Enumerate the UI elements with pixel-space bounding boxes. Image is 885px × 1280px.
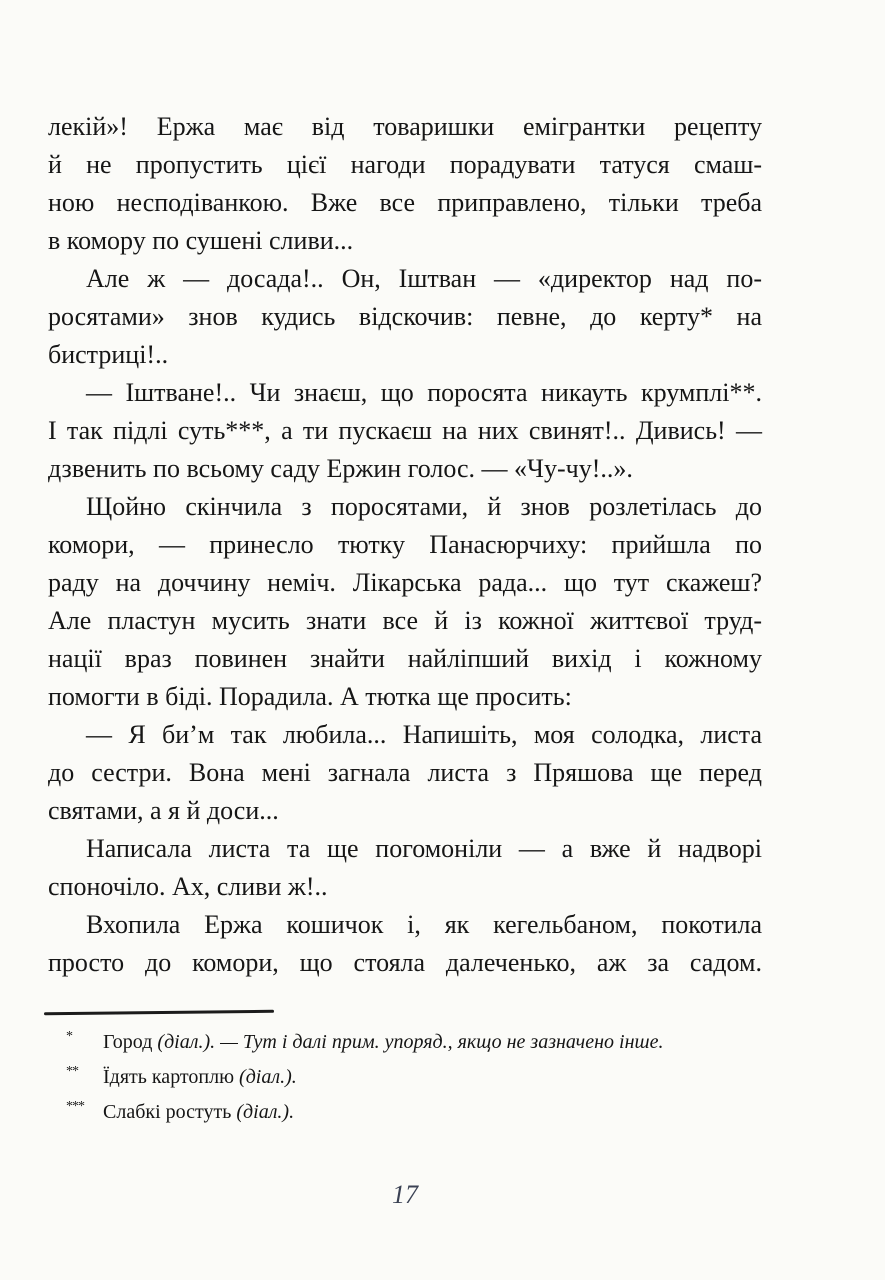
page-number: 17 xyxy=(392,1180,418,1209)
footnotes xyxy=(48,1027,788,1132)
footnote-marker: *** xyxy=(66,1099,84,1114)
body-line: й не пропустить цієї нагоди порадувати татуся смаш- xyxy=(48,150,762,179)
body-line: росятами» знов кудись відскочив: певне, до керту* на xyxy=(48,302,762,331)
body-line: лекій»! Ержа має від товаришки емігрантки рецепту xyxy=(48,112,762,141)
body-text xyxy=(48,108,762,982)
footnote-row xyxy=(48,1027,788,1062)
body-line: дзвенить по всьому саду Ержин голос. — «Чу-чу!..». xyxy=(48,454,633,483)
body-line: Щойно скінчила з поросятами, й знов розлетілась до xyxy=(86,492,762,521)
footnote-text: Слабкі ростуть (діал.). xyxy=(103,1101,295,1123)
footnote-marker: ** xyxy=(66,1064,78,1079)
body-line: Вхопила Ержа кошичок і, як кегельбаном, покотила xyxy=(86,910,762,939)
body-line: бистриці!.. xyxy=(48,340,169,369)
body-line: І так підлі суть***, а ти пускаєш на них свинят!.. Дивись! — xyxy=(48,416,762,445)
body-line: Але ж — досада!.. Он, Іштван — «директор над по- xyxy=(86,264,762,293)
body-line: ною несподіванкою. Вже все приправлено, тільки треба xyxy=(48,188,762,217)
body-line: святами, а я й доси... xyxy=(48,796,279,825)
body-line: в комору по сушені сливи... xyxy=(48,226,354,255)
body-line: споночіло. Ах, сливи ж!.. xyxy=(48,872,328,901)
footnote-row xyxy=(48,1097,788,1132)
body-line: нації враз повинен знайти найліпший вихід і кожному xyxy=(48,644,762,673)
body-line: просто до комори, що стояла далеченько, аж за садом. xyxy=(48,948,762,977)
footnote-marker: * xyxy=(66,1029,72,1044)
body-line: раду на доччину неміч. Лікарська рада... що тут скажеш? xyxy=(48,568,762,597)
body-line: до сестри. Вона мені загнала листа з Пряшова ще перед xyxy=(48,758,762,787)
body-line: помогти в біді. Порадила. А тютка ще просить: xyxy=(48,682,572,711)
body-line: комори, — принесло тютку Панасюрчиху: прийшла по xyxy=(48,530,762,559)
body-line: Але пластун мусить знати все й із кожної життєвої труд- xyxy=(48,606,762,635)
footnote-row xyxy=(48,1062,788,1097)
footnote-text: Їдять картоплю (діал.). xyxy=(103,1066,297,1088)
body-line: — Я би’м так любила... Напишіть, моя солодка, листа xyxy=(86,720,762,749)
footnote-text: Город (діал.). — Тут і далі прим. упоряд., якщо не зазначено інше. xyxy=(103,1031,664,1053)
body-line: Написала листа та ще погомоніли — а вже й надворі xyxy=(86,834,762,863)
footnote-separator xyxy=(44,1010,274,1015)
body-line: — Іштване!.. Чи знаєш, що поросята никауть крумплі**. xyxy=(86,378,762,407)
